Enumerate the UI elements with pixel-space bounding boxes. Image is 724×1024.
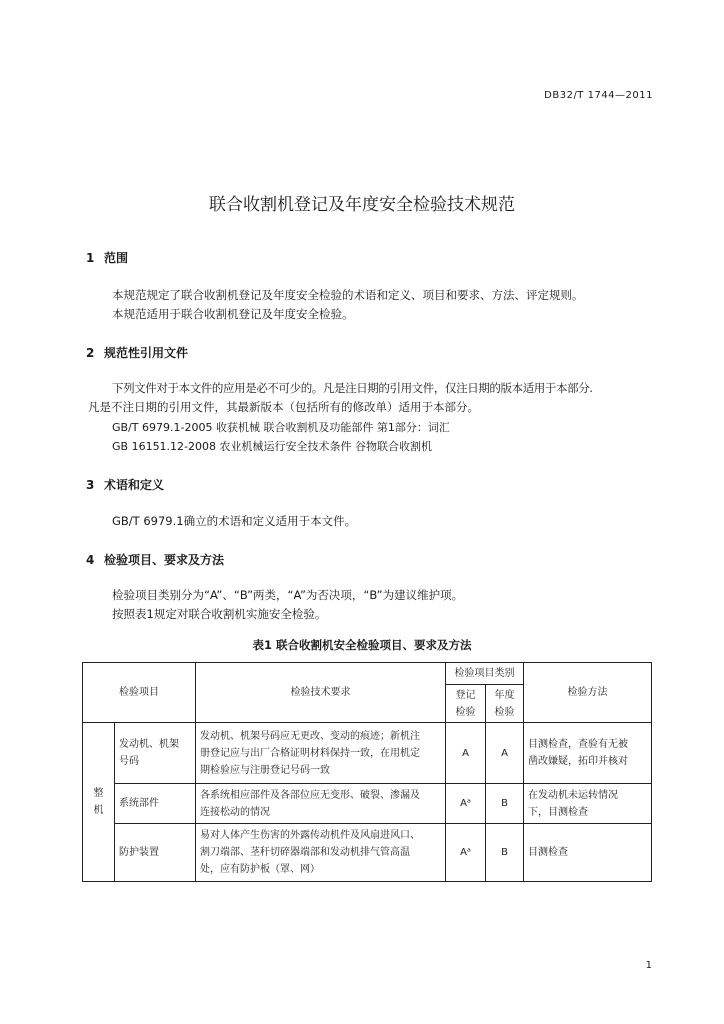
table-row [83,824,652,882]
standard-code: DB32/T 1744—2011 [544,90,653,101]
section-2-paragraph-line-2: 凡是不注日期的引用文件，其最新版本（包括所有的修改单）适用于本部分。 [88,400,479,414]
table-caption: 表1 联合收割机安全检验项目、要求及方法 [252,638,472,652]
row-3-requirement [196,824,446,882]
row-1-requirement [196,723,446,784]
document-title: 联合收割机登记及年度安全检验技术规范 [209,195,515,215]
row-2-requirement [196,784,446,824]
row-3-registration-category: Aᵃ [446,824,486,882]
group-label-line-1: 整 [93,788,104,799]
header-item-category: 检验项目类别 [446,663,524,685]
section-2-title: 规范性引用文件 [104,346,189,360]
row-3-requirement-line-3: 处，应有防护板（罩、网） [200,864,320,875]
row-1-requirement-line-3: 期检验应与注册登记号码一致 [200,764,330,776]
section-1-number: 1 [86,251,95,265]
section-3-title: 术语和定义 [104,478,165,492]
row-2-method [524,784,652,824]
section-1-paragraph-2: 本规范适用于联合收割机登记及年度安全检验。 [112,307,354,321]
table-header-row [83,663,652,685]
inspection-table [82,662,652,882]
header-inspection-method: 检验方法 [524,663,652,723]
row-2-method-line-1: 在发动机未运转情况 [528,789,618,801]
row-2-item: 系统部件 [115,784,196,824]
header-inspection-item: 检验项目 [83,663,196,723]
section-4-number: 4 [86,553,95,567]
group-label-line-2: 机 [93,805,104,816]
header-annual-line-1: 年度 [494,689,515,701]
table-row [83,723,652,784]
reference-gb-16151: GB 16151.12-2008 农业机械运行安全技术条件 谷物联合收割机 [112,440,433,453]
row-1-method [524,723,652,784]
row-1-method-line-2: 凿改嫌疑，拓印并核对 [528,756,628,767]
row-1-requirement-line-1: 发动机、机架号码应无更改、变动的痕迹；新机注 [200,730,420,742]
header-registration-line-1: 登记 [455,689,476,701]
row-1-requirement-line-2: 册登记应与出厂合格证明材料保持一致，在用机定 [200,747,420,759]
page-number: 1 [645,960,652,971]
row-3-item: 防护装置 [115,824,196,882]
row-1-annual-category: A [486,723,524,784]
section-2-paragraph-line-1: 下列文件对于本文件的应用是必不可少的。凡是注日期的引用文件，仅注日期的版本适用于本部分. [112,381,593,395]
row-3-annual-category: B [486,824,524,882]
header-technical-requirement: 检验技术要求 [196,663,446,723]
row-1-method-line-1: 目测检查，查验有无被 [528,739,628,750]
section-3-paragraph: GB/T 6979.1确立的术语和定义适用于本文件。 [112,514,357,528]
row-1-item-line-2: 号码 [119,756,139,767]
row-3-method: 目测检查 [524,824,652,882]
header-annual-line-2: 检验 [494,706,515,718]
row-2-registration-category: Aᵃ [446,784,486,824]
row-1-item [115,723,196,784]
row-3-requirement-line-2: 割刀端部、茎秆切碎器端部和发动机排气管高温 [200,847,410,858]
row-2-requirement-line-1: 各系统相应部件及各部位应无变形、破裂、渗漏及 [200,789,420,801]
header-registration-line-2: 检验 [455,706,476,718]
section-2-number: 2 [86,346,95,360]
section-4-paragraph-1: 检验项目类别分为“A”、“B”两类，“A”为否决项，“B”为建议维护项。 [112,588,464,602]
section-4-title: 检验项目、要求及方法 [104,553,225,567]
row-2-annual-category: B [486,784,524,824]
section-1-title: 范围 [104,251,129,265]
header-registration-inspection [446,685,486,723]
section-3-number: 3 [86,478,95,492]
reference-gbt-6979: GB/T 6979.1-2005 收获机械 联合收割机及功能部件 第1部分：词汇 [112,421,450,434]
section-4-heading [86,551,224,568]
row-1-item-line-1: 发动机、机架 [119,739,179,750]
section-4-paragraph-2: 按照表1规定对联合收割机实施安全检验。 [112,607,327,621]
section-2-heading [86,344,188,361]
section-1-paragraph-1: 本规范规定了联合收割机登记及年度安全检验的术语和定义、项目和要求、方法、评定规则。 [112,288,584,302]
row-2-requirement-line-2: 连接松动的情况 [200,806,270,818]
table-row [83,784,652,824]
row-3-requirement-line-1: 易对人体产生伤害的外露传动机件及风扇进风口、 [200,830,420,841]
section-1-heading [86,249,128,266]
section-3-heading [86,476,164,493]
row-1-registration-category: A [446,723,486,784]
group-cell-whole-machine [83,723,115,882]
row-2-method-line-2: 下，目测检查 [528,806,588,818]
header-annual-inspection [486,685,524,723]
